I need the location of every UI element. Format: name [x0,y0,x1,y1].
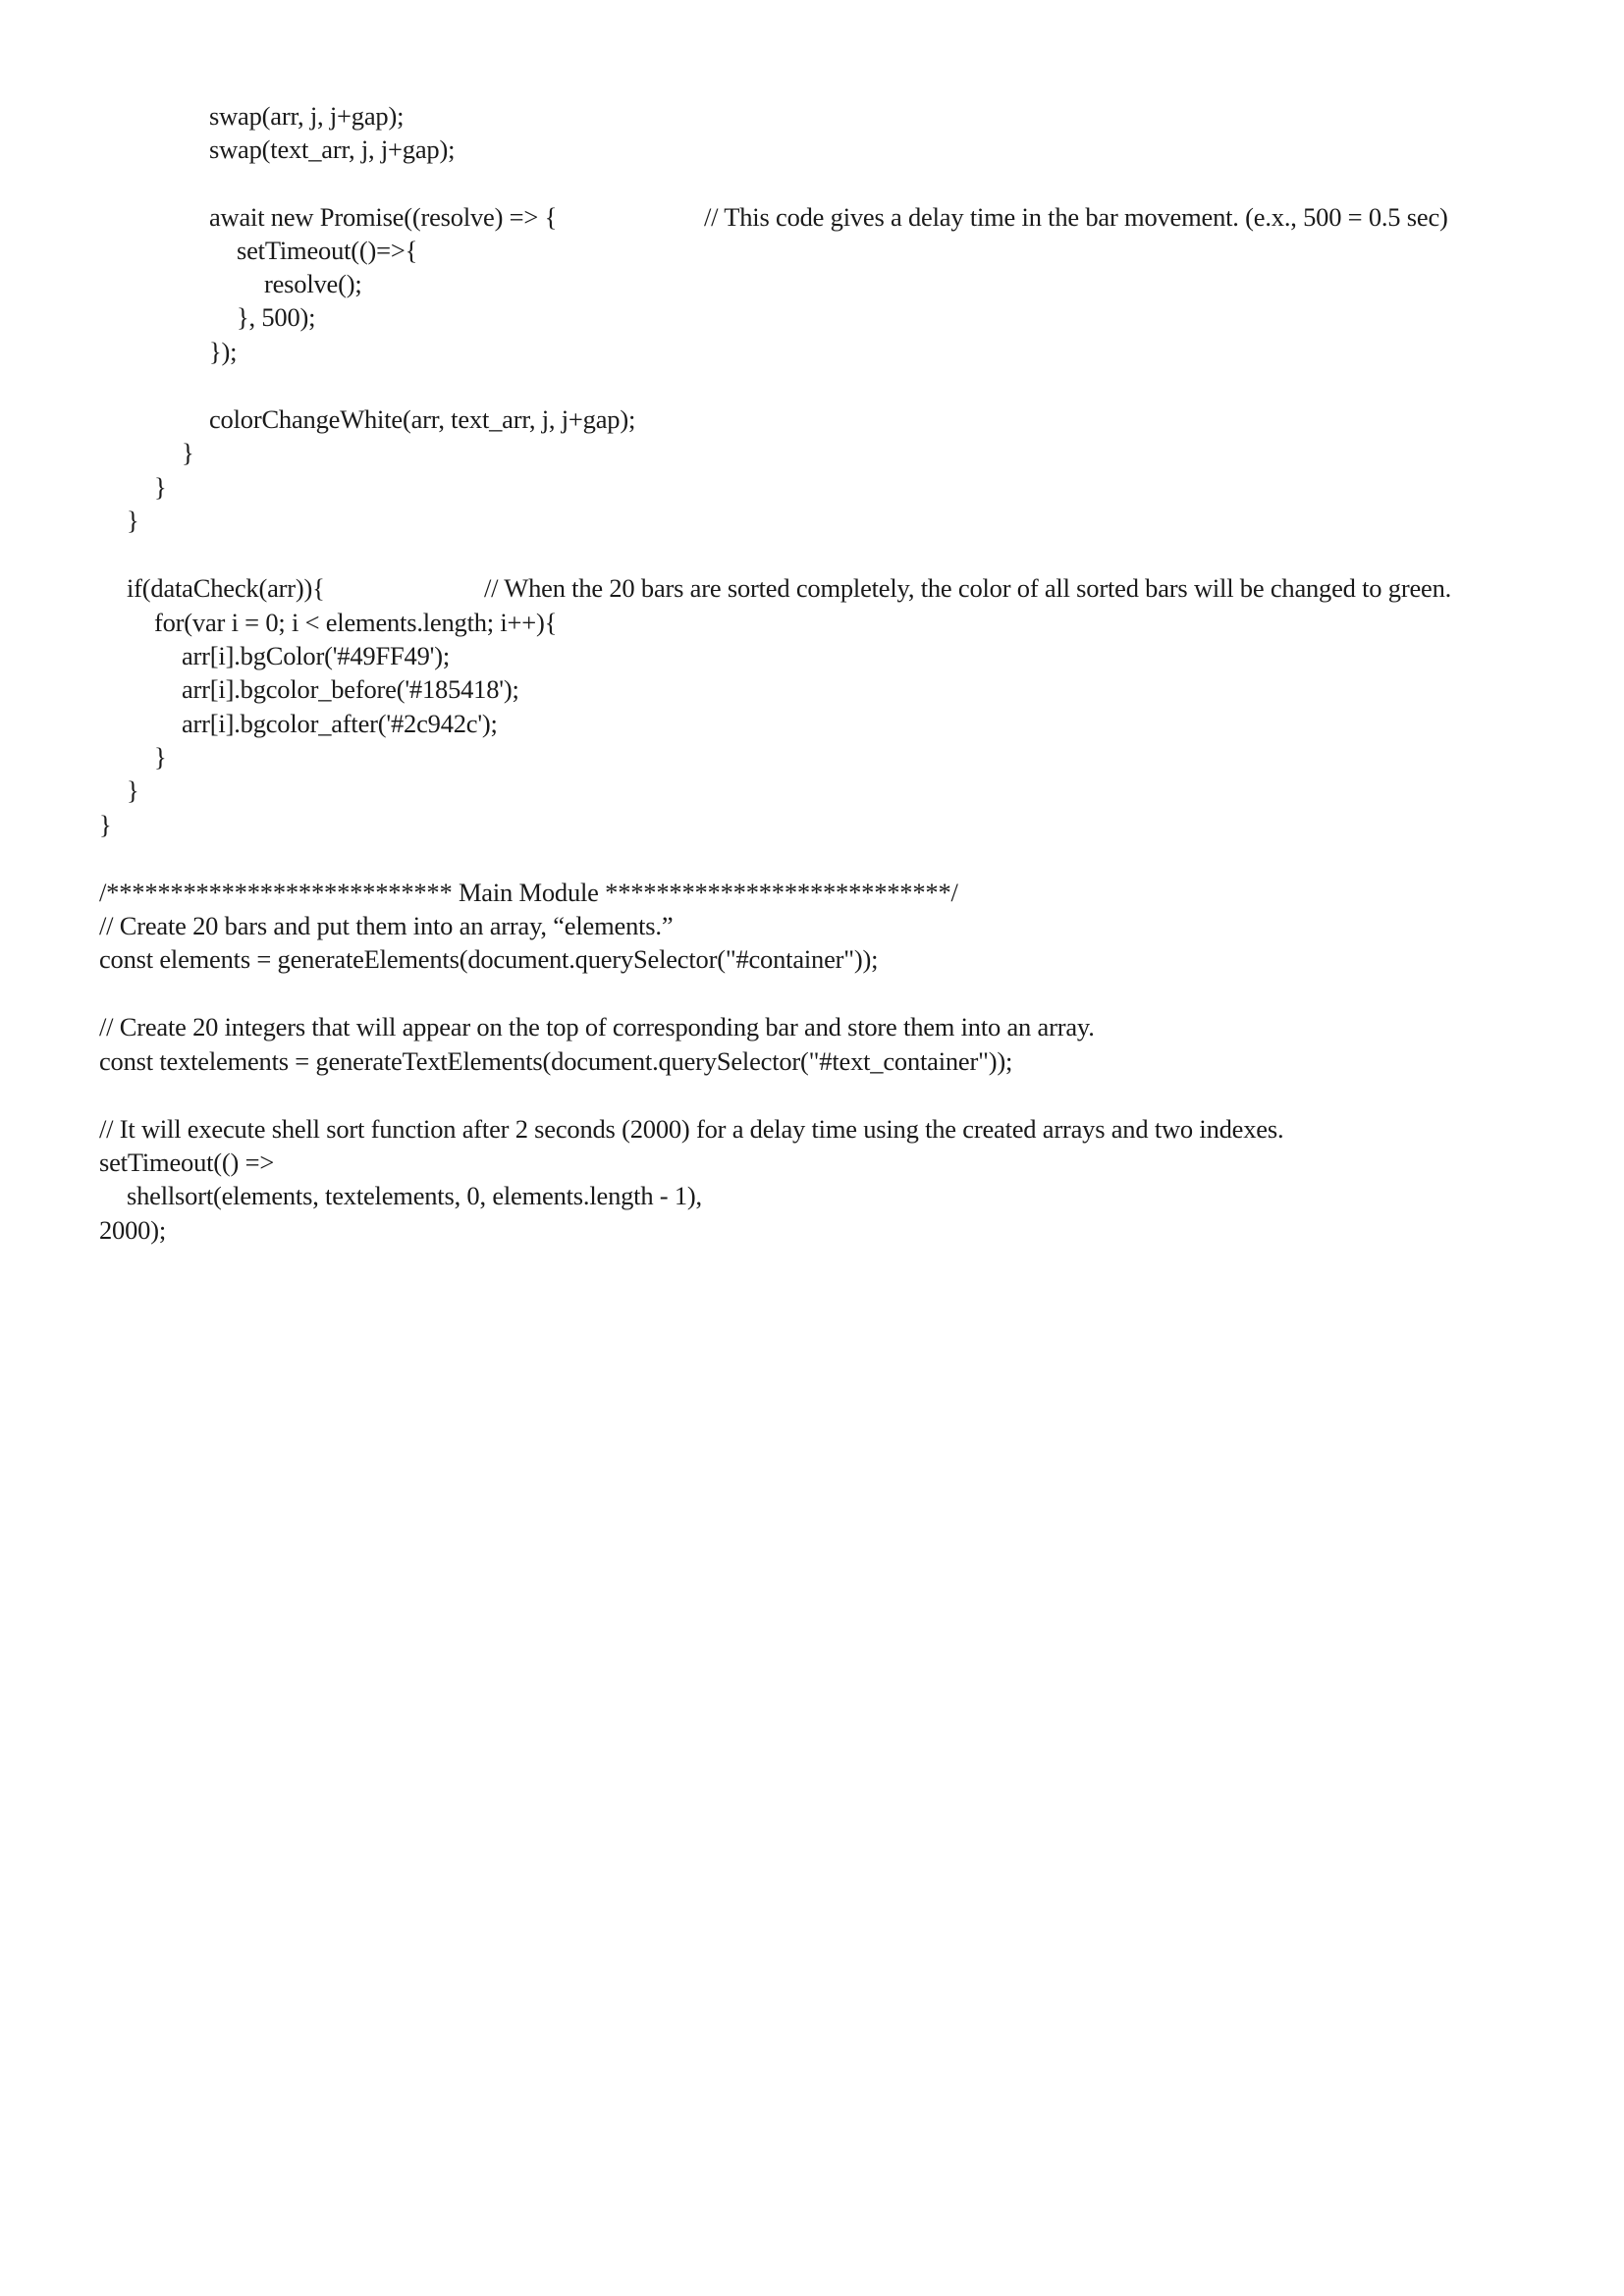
code-line: resolve(); [264,269,362,298]
code-line: } [182,438,194,467]
code-line: }); [209,337,238,366]
code-line: arr[i].bgcolor_after('#2c942c'); [182,709,498,738]
code-line: swap(arr, j, j+gap); [209,101,405,131]
code-line: setTimeout(() => [99,1148,275,1177]
code-line: arr[i].bgcolor_before('#185418'); [182,674,519,704]
code-line: colorChangeWhite(arr, text_arr, j, j+gap); [209,404,636,434]
inline-comment: // When the 20 bars are sorted completely, the color of all sorted bars will be changed to green. [484,573,1452,603]
code-line: const textelements = generateTextElements(document.querySelector("#text_container")); [99,1046,1013,1076]
code-line: }, 500); [237,302,316,332]
code-line: } [99,810,112,839]
code-line: } [154,472,167,502]
code-line: setTimeout(()=>{ [237,236,418,265]
code-line: if(dataCheck(arr)){ [127,573,325,603]
code-line: for(var i = 0; i < elements.length; i++){ [154,608,558,637]
code-line: } [127,775,139,805]
code-line: } [127,506,139,535]
code-line: await new Promise((resolve) => { [209,202,558,232]
code-comment: // Create 20 integers that will appear on the top of corresponding bar and store them into an array. [99,1012,1095,1041]
code-line: } [154,742,167,772]
code-line: const elements = generateElements(document.querySelector("#container")); [99,944,879,974]
code-line: shellsort(elements, textelements, 0, elements.length - 1), [127,1181,702,1210]
section-header: /*************************** Main Module ***************************/ [99,878,958,907]
code-line: 2000); [99,1215,166,1245]
inline-comment: // This code gives a delay time in the bar movement. (e.x., 500 = 0.5 sec) [704,202,1448,232]
code-line: swap(text_arr, j, j+gap); [209,134,456,164]
code-line: arr[i].bgColor('#49FF49'); [182,641,450,670]
code-comment: // It will execute shell sort function after 2 seconds (2000) for a delay time using the created arrays and two indexes. [99,1114,1284,1144]
code-comment: // Create 20 bars and put them into an array, “elements.” [99,911,674,940]
